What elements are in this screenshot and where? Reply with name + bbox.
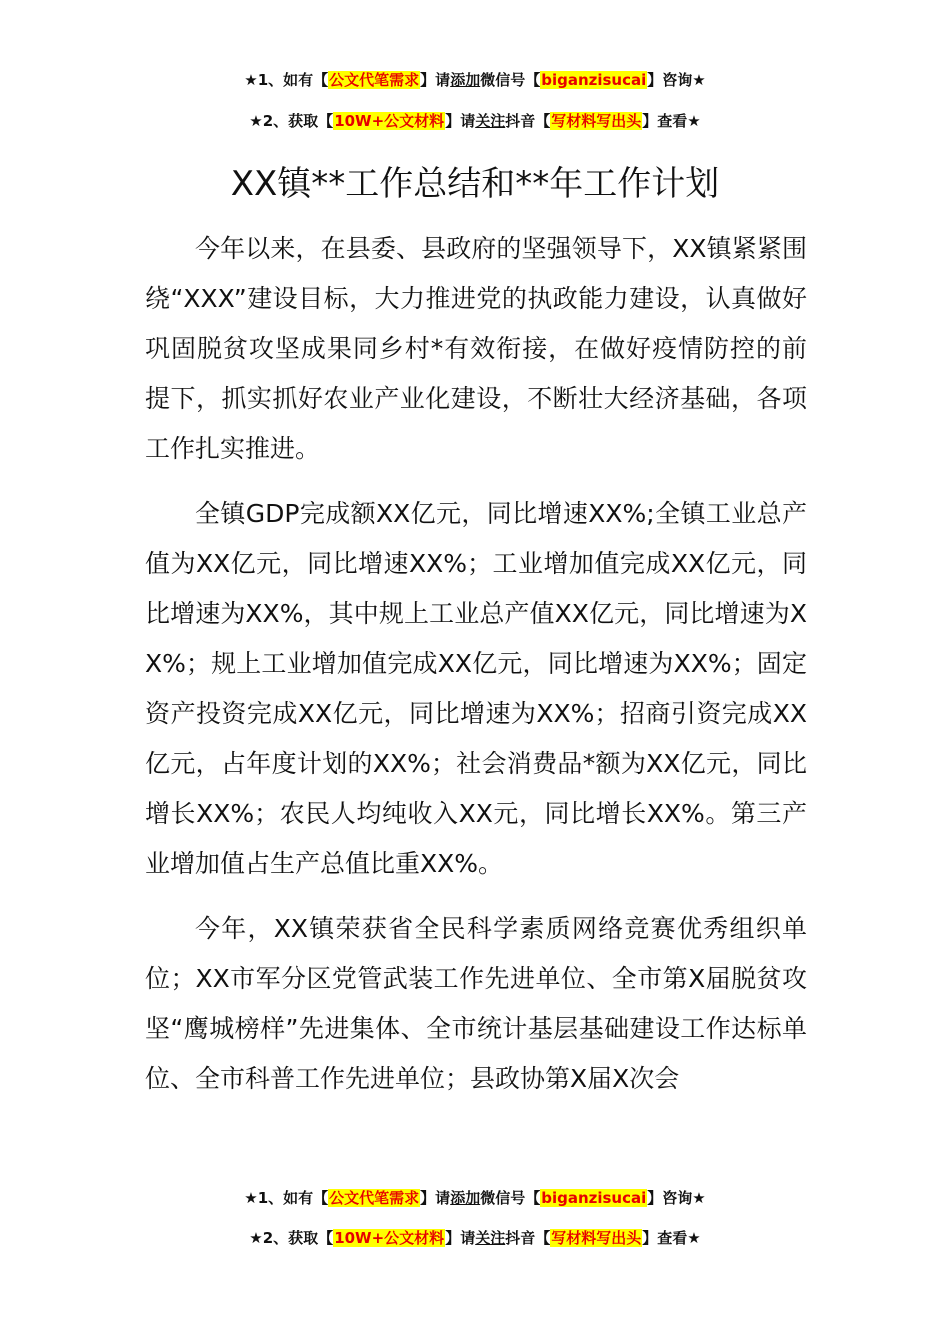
header-notice-2-mid2: 抖音【 [505,112,551,130]
footer-notice-2-highlight-douyin: 写材料写出头 [551,1229,642,1247]
header-notice-2-suffix: 】查看★ [642,112,701,130]
footer-notice-2-highlight-materials: 10W+公文材料 [334,1229,445,1247]
header-notice-1 [0,68,950,92]
header-notice-1-prefix: ★1、如有【 [244,71,329,89]
header-notice-2-mid: 】请 [445,112,476,130]
footer-notice-1-mid: 】请 [420,1189,451,1207]
footer-notice-1-suffix: 】咨询★ [647,1189,706,1207]
footer-notice-2-underlined: 关注 [475,1229,506,1247]
footer-notice-1-mid2: 微信号【 [480,1189,541,1207]
footer-notice-1-underlined: 添加 [450,1189,481,1207]
header-notice-1-suffix: 】咨询★ [647,71,706,89]
document-title: XX镇**工作总结和**年工作计划 [230,164,720,204]
footer-notice-1-prefix: ★1、如有【 [244,1189,329,1207]
header-notice-1-mid: 】请 [420,71,451,89]
header-notice-2 [0,109,950,133]
document-body [145,224,807,1119]
footer-notice-1-highlight-service: 公文代笔需求 [329,1189,420,1207]
paragraph-intro: 今年以来，在县委、县政府的坚强领导下，XX镇紧紧围绕“XXX”建设目标，大力推进党的执政能力建设，认真做好巩固脱贫攻坚成果同乡村*有效衔接，在做好疫情防控的前提下，抓实抓好农业产业化建设，不断壮大经济基础，各项工作扎实推进。 [145,234,807,463]
footer-notice-2-prefix: ★2、获取【 [249,1229,334,1247]
footer-notice-1 [0,1186,950,1210]
footer-notice-2 [0,1226,950,1250]
footer-notice-2-mid2: 抖音【 [505,1229,551,1247]
footer-notice-1-highlight-wechat: biganzisucai [541,1189,647,1207]
footer-notice-2-mid: 】请 [445,1229,476,1247]
header-notice-1-highlight-service: 公文代笔需求 [329,71,420,89]
header-notice-1-mid2: 微信号【 [480,71,541,89]
header-notice-1-underlined: 添加 [450,71,481,89]
header-notice-2-highlight-douyin: 写材料写出头 [551,112,642,130]
header-notice-2-underlined: 关注 [475,112,506,130]
paragraph-honors: 今年，XX镇荣获省全民科学素质网络竞赛优秀组织单位；XX市军分区党管武装工作先进单位、全市第X届脱贫攻坚“鹰城榜样”先进集体、全市统计基层基础建设工作达标单位、全市科普工作先进单位；县政协第X届X次会 [145,914,807,1093]
header-notice-2-prefix: ★2、获取【 [249,112,334,130]
footer-notice-2-suffix: 】查看★ [642,1229,701,1247]
header-notice-1-highlight-wechat: biganzisucai [541,71,647,89]
paragraph-economic-indicators: 全镇GDP完成额XX亿元，同比增速XX%;全镇工业总产值为XX亿元，同比增速XX%；工业增加值完成XX亿元，同比增速为XX%，其中规上工业总产值XX亿元，同比增速为XX%；规上工业增加值完成XX亿元，同比增速为XX%；固定资产投资完成XX亿元，同比增速为XX%；招商引资完成XX亿元，占年度计划的XX%；社会消费品*额为XX亿元，同比增长XX%；农民人均纯收入XX元，同比增长XX%。第三产业增加值占生产总值比重XX%。 [145,499,807,878]
header-notice-2-highlight-materials: 10W+公文材料 [334,112,445,130]
